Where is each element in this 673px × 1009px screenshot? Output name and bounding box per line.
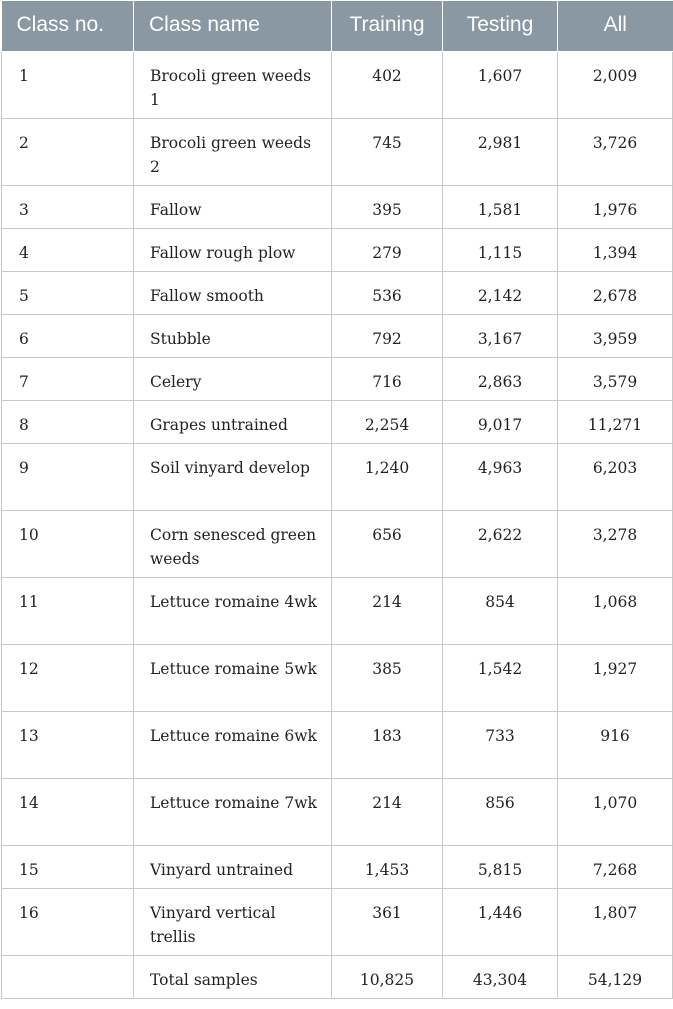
cell-class-no: 3: [2, 186, 134, 229]
cell-training: 716: [332, 358, 443, 401]
cell-all: 7,268: [558, 846, 673, 889]
cell-all: 2,678: [558, 272, 673, 315]
cell-training: 2,254: [332, 401, 443, 444]
cell-class-no: 2: [2, 119, 134, 186]
header-all: All: [558, 1, 673, 52]
cell-class-name: Brocoli green weeds 2: [134, 119, 332, 186]
table-row: [2, 779, 673, 846]
cell-training: 656: [332, 511, 443, 578]
table-row: [2, 229, 673, 272]
table-row: [2, 119, 673, 186]
cell-testing: 2,863: [443, 358, 558, 401]
cell-training: 536: [332, 272, 443, 315]
cell-testing: 9,017: [443, 401, 558, 444]
cell-testing: 4,963: [443, 444, 558, 511]
cell-class-name: Total samples: [134, 956, 332, 999]
table-row: [2, 846, 673, 889]
table-row: [2, 645, 673, 712]
cell-all: 916: [558, 712, 673, 779]
header-class-no: Class no.: [2, 1, 134, 52]
cell-training: 1,453: [332, 846, 443, 889]
cell-all: 1,394: [558, 229, 673, 272]
cell-class-name: Fallow smooth: [134, 272, 332, 315]
cell-training: 10,825: [332, 956, 443, 999]
cell-training: 214: [332, 779, 443, 846]
cell-class-name: Grapes untrained: [134, 401, 332, 444]
table-row: [2, 889, 673, 956]
cell-testing: 1,115: [443, 229, 558, 272]
cell-all: 11,271: [558, 401, 673, 444]
cell-training: 1,240: [332, 444, 443, 511]
cell-testing: 43,304: [443, 956, 558, 999]
cell-class-name: Fallow rough plow: [134, 229, 332, 272]
cell-class-name: Vinyard untrained: [134, 846, 332, 889]
cell-class-no: 9: [2, 444, 134, 511]
cell-all: 1,927: [558, 645, 673, 712]
cell-class-no: 4: [2, 229, 134, 272]
table-row: [2, 712, 673, 779]
table-row: [2, 444, 673, 511]
cell-class-name: Corn senesced green weeds: [134, 511, 332, 578]
cell-class-no: 8: [2, 401, 134, 444]
cell-training: 745: [332, 119, 443, 186]
header-testing: Testing: [443, 1, 558, 52]
cell-class-no: [2, 956, 134, 999]
table-row: [2, 315, 673, 358]
cell-class-name: Lettuce romaine 7wk: [134, 779, 332, 846]
cell-training: 214: [332, 578, 443, 645]
cell-testing: 1,607: [443, 52, 558, 119]
cell-testing: 3,167: [443, 315, 558, 358]
table-row: [2, 52, 673, 119]
cell-class-name: Lettuce romaine 5wk: [134, 645, 332, 712]
cell-class-no: 12: [2, 645, 134, 712]
cell-class-name: Vinyard vertical trellis: [134, 889, 332, 956]
cell-all: 6,203: [558, 444, 673, 511]
cell-class-no: 10: [2, 511, 134, 578]
cell-class-no: 16: [2, 889, 134, 956]
cell-class-no: 5: [2, 272, 134, 315]
cell-class-name: Brocoli green weeds 1: [134, 52, 332, 119]
cell-all: 3,278: [558, 511, 673, 578]
cell-training: 402: [332, 52, 443, 119]
cell-class-no: 14: [2, 779, 134, 846]
cell-all: 3,579: [558, 358, 673, 401]
cell-training: 385: [332, 645, 443, 712]
cell-class-name: Fallow: [134, 186, 332, 229]
cell-training: 183: [332, 712, 443, 779]
cell-class-no: 1: [2, 52, 134, 119]
table-row: [2, 358, 673, 401]
total-row: [2, 956, 673, 999]
cell-class-name: Lettuce romaine 4wk: [134, 578, 332, 645]
cell-all: 3,726: [558, 119, 673, 186]
cell-all: 54,129: [558, 956, 673, 999]
cell-all: 1,976: [558, 186, 673, 229]
cell-all: 1,807: [558, 889, 673, 956]
cell-testing: 854: [443, 578, 558, 645]
cell-training: 279: [332, 229, 443, 272]
class-samples-table: [1, 1, 673, 999]
cell-all: 1,070: [558, 779, 673, 846]
cell-testing: 1,581: [443, 186, 558, 229]
cell-all: 1,068: [558, 578, 673, 645]
cell-training: 395: [332, 186, 443, 229]
cell-all: 2,009: [558, 52, 673, 119]
cell-class-name: Celery: [134, 358, 332, 401]
cell-testing: 1,542: [443, 645, 558, 712]
cell-testing: 2,142: [443, 272, 558, 315]
cell-class-name: Stubble: [134, 315, 332, 358]
header-class-name: Class name: [134, 1, 332, 52]
cell-testing: 733: [443, 712, 558, 779]
table-row: [2, 511, 673, 578]
cell-all: 3,959: [558, 315, 673, 358]
header-row: [2, 1, 673, 52]
table-row: [2, 578, 673, 645]
cell-class-name: Lettuce romaine 6wk: [134, 712, 332, 779]
cell-testing: 856: [443, 779, 558, 846]
header-training: Training: [332, 1, 443, 52]
cell-testing: 1,446: [443, 889, 558, 956]
cell-class-no: 15: [2, 846, 134, 889]
cell-class-name: Soil vinyard develop: [134, 444, 332, 511]
cell-training: 361: [332, 889, 443, 956]
cell-testing: 5,815: [443, 846, 558, 889]
cell-class-no: 7: [2, 358, 134, 401]
cell-training: 792: [332, 315, 443, 358]
table-row: [2, 401, 673, 444]
cell-class-no: 11: [2, 578, 134, 645]
cell-class-no: 6: [2, 315, 134, 358]
table-row: [2, 186, 673, 229]
cell-testing: 2,981: [443, 119, 558, 186]
cell-class-no: 13: [2, 712, 134, 779]
cell-testing: 2,622: [443, 511, 558, 578]
table-row: [2, 272, 673, 315]
